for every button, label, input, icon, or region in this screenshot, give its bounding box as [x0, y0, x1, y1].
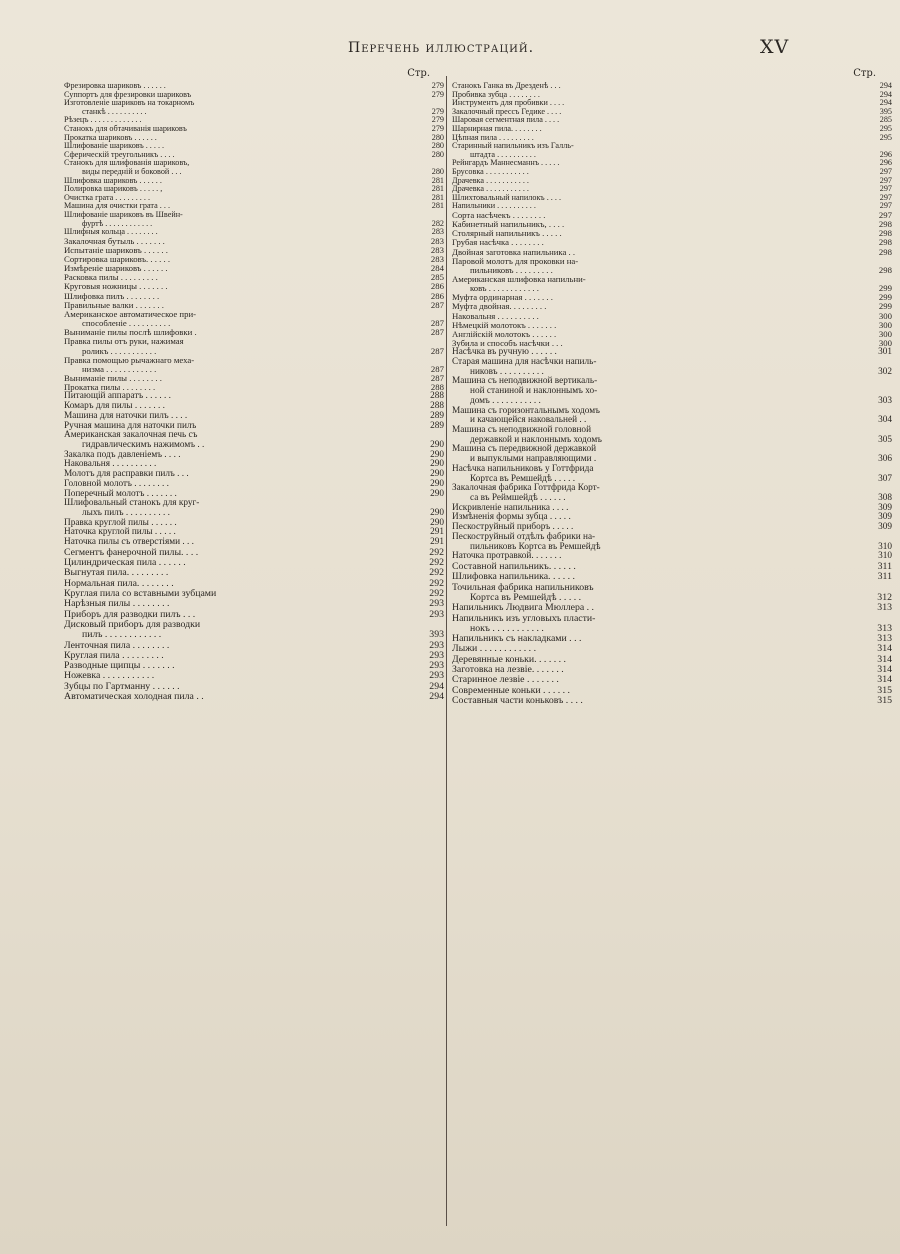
entry-page-number: 294 [879, 81, 892, 90]
entry-text: Напильникъ Людвига Мюллера . . [452, 602, 594, 614]
entry-page-number: 304 [878, 415, 892, 426]
entry-text: Машина для очистки грата . . . [64, 201, 170, 211]
index-entry [452, 275, 892, 293]
entry-text: Англійскій молотокъ . . . . . . [452, 328, 557, 339]
entry-page-number: 281 [431, 175, 444, 185]
entry-title [452, 377, 848, 406]
entry-page-number: 300 [878, 328, 892, 339]
entry-text: Пескоструйный отдѣлъ фабрики на- [452, 531, 596, 542]
entry-page-number: 279 [431, 89, 444, 99]
entry-text: Американская шлифовка напильни- [452, 274, 586, 284]
entry-page-number: 287 [430, 345, 444, 356]
entry-page-number: 283 [431, 227, 444, 237]
entry-title [452, 484, 848, 503]
entry-page-number: 293 [429, 639, 444, 651]
entry-text: Круглая пила со вставными зубцами [64, 588, 217, 600]
entry-title [452, 614, 848, 635]
entry-page-number: 283 [430, 244, 444, 255]
entry-text: Станокъ для обтачиванія шариковъ [64, 123, 187, 133]
entry-page-number: 279 [431, 106, 444, 116]
entry-page-number: 290 [430, 478, 444, 489]
entry-text: Закалочная фабрика Готтфрида Корт- [452, 483, 600, 494]
page-title: Перечень иллюстраций. [348, 40, 535, 56]
entry-text: Шлифовка напильника. . . . . . [452, 571, 575, 583]
entry-text: Муфта ординарная . . . . . . . [452, 292, 553, 303]
entry-continuation: виды передній и боковой . . . [82, 166, 182, 176]
entry-text: Сортировка шариковъ. . . . . . [64, 254, 171, 264]
entry-title [64, 692, 400, 702]
entry-text: Правка круглой пилы . . . . . . [64, 517, 177, 528]
entry-text: Насѣчка въ ручную . . . . . . [452, 347, 557, 358]
entry-title [452, 257, 848, 275]
entry-text: Шаровая сегментная пила . . . . [452, 115, 560, 125]
entry-text: Шлифовка шариковъ . . . . . . [64, 175, 162, 185]
entry-continuation: ковъ . . . . . . . . . . . . [470, 283, 539, 294]
entry-page-number: 311 [877, 571, 892, 583]
entry-page-number: 285 [430, 272, 444, 283]
entry-text: Паровой молотъ для проковки на- [452, 255, 579, 266]
entry-continuation: пильниковъ . . . . . . . . . [470, 264, 553, 275]
entry-text: Полировка шариковъ . . . . . , [64, 184, 163, 194]
entry-page-number: 288 [430, 401, 444, 412]
entry-page-number: 281 [431, 201, 444, 211]
entry-text: Выниманіе пилы послѣ шлифовки . [64, 327, 197, 338]
entry-text: Драчевка . . . . . . . . . . . [452, 175, 529, 185]
entry-text: Напильникъ изъ угловыхъ пласти- [452, 612, 596, 624]
entry-page-number: 287 [430, 373, 444, 384]
entry-page-number: 288 [430, 382, 444, 393]
entry-continuation: Кортса въ Ремшейдѣ . . . . . [470, 591, 582, 603]
entry-page-number: 288 [430, 391, 444, 402]
entry-page-number: 296 [879, 149, 892, 159]
entry-page-number: 279 [431, 81, 444, 90]
entry-page-number: 287 [430, 318, 444, 329]
entry-page-number: 298 [878, 246, 892, 257]
entry-continuation: пилъ . . . . . . . . . . . . [82, 629, 162, 641]
index-entry [452, 614, 892, 635]
entry-page-number: 290 [430, 517, 444, 528]
entry-page-number: 290 [430, 507, 444, 518]
entry-text: Фрезировка шариковъ . . . . . . [64, 81, 166, 90]
entry-text: Наточка пилы съ отверстіями . . . [64, 537, 194, 548]
entry-continuation: низма . . . . . . . . . . . . [82, 363, 157, 374]
entry-text: Прокатка шариковъ . . . . . . [64, 132, 157, 142]
entry-page-number: 298 [878, 264, 892, 275]
entry-continuation: нокъ . . . . . . . . . . . [470, 622, 544, 634]
entry-page-number: 286 [430, 290, 444, 301]
entry-text: Наковальня . . . . . . . . . . [452, 310, 539, 321]
entry-title [64, 211, 400, 228]
entry-title [452, 583, 848, 604]
entry-text: Автоматическая холодная пила . . [64, 691, 204, 702]
entry-text: Брусовка . . . . . . . . . . . [452, 166, 529, 176]
entry-title [64, 356, 400, 374]
entry-title [452, 696, 848, 706]
entry-text: Поперечный молотъ . . . . . . . [64, 488, 177, 499]
entry-page-number: 300 [878, 310, 892, 321]
entry-page-number: 295 [879, 123, 892, 133]
entry-page-number: 292 [429, 577, 444, 589]
entry-page-number: 297 [879, 184, 892, 194]
index-entry [64, 337, 444, 355]
page-column-label: Стр. [407, 68, 430, 79]
entry-page-number: 293 [429, 660, 444, 672]
entry-text: Искривленіе напильника . . . . [452, 502, 569, 513]
entry-text: Составныя части коньковъ . . . . [452, 694, 583, 706]
entry-text: Очистка грата . . . . . . . . . [64, 192, 151, 202]
page-column-label: Стр. [853, 68, 876, 79]
entry-continuation: и выпуклыми направляющими . [470, 454, 597, 465]
entry-text: Закалочный прессъ Гедике . . . . [452, 106, 562, 116]
entry-text: Насѣчка напильниковъ у Готтфрида [452, 463, 594, 474]
entry-text: Шлифовка пилъ . . . . . . . . [64, 290, 160, 301]
entry-page-number: 297 [879, 192, 892, 202]
entry-page-number: 290 [430, 469, 444, 480]
entry-text: Круговыя ножницы . . . . . . . [64, 281, 168, 292]
entry-continuation: способленіе . . . . . . . . . . [82, 318, 171, 329]
entry-page-number: 285 [879, 115, 892, 125]
entry-page-number: 299 [878, 283, 892, 294]
entry-title [452, 407, 848, 426]
entry-continuation: лыхъ пилъ . . . . . . . . . . [82, 507, 170, 518]
entry-continuation: никовъ . . . . . . . . . . [470, 366, 544, 377]
entry-title [452, 445, 848, 464]
entry-text: Станокъ Ганка въ Дрезденѣ . . . [452, 81, 561, 90]
entry-page-number: 395 [879, 106, 892, 116]
entry-text: Американская закалочная печь съ [64, 430, 198, 441]
entry-page-number: 279 [431, 115, 444, 125]
entry-text: Сферическій треугольникъ . . . . [64, 149, 175, 159]
entry-text: Закалочная бутыль . . . . . . . [64, 235, 165, 246]
entry-continuation: штадта . . . . . . . . . . [470, 149, 536, 159]
index-entry [452, 377, 892, 406]
entry-page-number: 294 [429, 691, 444, 702]
entry-page-number: 313 [877, 622, 892, 634]
entry-text: Рѣзецъ . . . . . . . . . . . . . [64, 115, 142, 125]
entry-text: Закалка подъ давленіемъ . . . . [64, 449, 181, 460]
entry-page-number: 280 [431, 132, 444, 142]
entry-continuation: ной станиной и наклоннымъ хо- [470, 386, 598, 397]
index-entry [452, 407, 892, 426]
entry-page-number: 291 [430, 537, 444, 548]
entry-continuation: и качающейся наковальней . . [470, 415, 587, 426]
entry-page-number: 280 [431, 141, 444, 151]
entry-text: Пробивка зубца . . . . . . . . [452, 89, 540, 99]
entry-title [64, 99, 400, 116]
entry-text: Машина для наточки пилъ . . . . [64, 410, 188, 421]
entry-text: Головной молотъ . . . . . . . . [64, 478, 169, 489]
entry-text: Питающій аппаратъ . . . . . . [64, 391, 171, 402]
entry-text: Старинное лезвіе . . . . . . . [452, 674, 559, 686]
entry-page-number: 279 [431, 123, 444, 133]
entry-text: Выгнутая пила. . . . . . . . . [64, 567, 169, 579]
entry-text: Нѣмецкій молотокъ . . . . . . . [452, 319, 557, 330]
index-entry [64, 620, 444, 641]
entry-page-number: 303 [878, 395, 892, 406]
index-entry [452, 583, 892, 604]
entry-text: Ручная машина для наточки пилъ [64, 420, 197, 431]
entry-text: Измѣненія формы зубца . . . . . [452, 512, 571, 523]
entry-title [64, 337, 400, 355]
entry-continuation: Кортса въ Ремшейдѣ . . . . . [470, 473, 576, 484]
entry-text: Станокъ для шлифованія шариковъ, [64, 158, 190, 168]
entry-page-number: 287 [430, 299, 444, 310]
entry-text: Шлифованіе шариковъ . . . . . [64, 141, 165, 151]
entry-text: Дисковый приборъ для разводки [64, 618, 201, 630]
entry-text: Суппортъ для фрезировки шариковъ [64, 89, 192, 99]
entry-page-number: 314 [877, 674, 892, 686]
entry-page-number: 313 [877, 602, 892, 614]
entry-page-number: 296 [879, 158, 892, 168]
entry-text: Ленточная пила . . . . . . . . [64, 639, 170, 651]
entry-page-number: 287 [430, 327, 444, 338]
entry-text: Зубцы по Гартманну . . . . . . [64, 680, 180, 692]
page-header [0, 38, 900, 66]
entry-text: Американское автоматическое при- [64, 308, 197, 319]
entry-text: Лыжи . . . . . . . . . . . . [452, 643, 537, 655]
entry-text: Инструментъ для пробивки . . . . [452, 98, 565, 108]
entry-page-number: 281 [431, 184, 444, 194]
entry-page-number: 287 [430, 363, 444, 374]
entry-text: Кабинетный напильникъ, . . . . [452, 219, 565, 230]
entry-continuation: станкѣ . . . . . . . . . . [82, 106, 147, 116]
entry-page-number: 315 [877, 694, 892, 706]
entry-page-number: 310 [878, 551, 892, 562]
entry-text: Испытаніе шариковъ . . . . . . [64, 244, 168, 255]
entry-page-number: 297 [878, 209, 892, 220]
entry-text: Столярный напильникъ . . . . . [452, 228, 562, 239]
entry-page-number: 294 [879, 89, 892, 99]
index-entry [452, 257, 892, 275]
index-entry [452, 445, 892, 464]
entry-page-number: 298 [878, 228, 892, 239]
index-column-right [452, 68, 892, 1234]
entry-text: Машина съ передвижной державкой [452, 444, 597, 455]
entry-page-number: 284 [430, 263, 444, 274]
index-entry [64, 431, 444, 450]
entry-text: Выниманіе пилы . . . . . . . . [64, 373, 162, 384]
entry-text: Наточка протравкой. . . . . . . [452, 551, 562, 562]
entry-continuation: пильниковъ Кортса въ Ремшейдѣ [470, 541, 601, 552]
entry-text: Нормальная пила. . . . . . . . [64, 577, 174, 589]
index-entry [64, 499, 444, 518]
entry-page-number: 289 [430, 410, 444, 421]
index-entry [64, 692, 444, 702]
entry-page-number: 314 [877, 653, 892, 665]
entry-page-number: 280 [431, 166, 444, 176]
entry-text: Двойная заготовка напильника . . [452, 246, 576, 257]
entry-text: Точильная фабрика напильниковъ [452, 581, 594, 593]
index-entry [452, 426, 892, 445]
entry-text: Сорта насѣчекъ . . . . . . . . [452, 209, 546, 220]
index-entry [452, 533, 892, 552]
entry-text: Грубая насѣчка . . . . . . . . [452, 237, 544, 248]
index-entry [452, 696, 892, 706]
entry-page-number: 290 [430, 459, 444, 470]
entry-text: Правка помощью рычажнаго меха- [64, 354, 195, 365]
entry-page-number: 294 [879, 98, 892, 108]
entry-page-number: 301 [878, 347, 892, 358]
entry-title [64, 431, 400, 450]
entry-continuation: роликъ . . . . . . . . . . . [82, 345, 157, 356]
index-entry [64, 211, 444, 228]
entry-text: Молотъ для расправки пилъ . . . [64, 469, 189, 480]
entry-text: Пескоструйный приборъ . . . . . [452, 522, 574, 533]
entry-page-number: 302 [878, 366, 892, 377]
entry-page-number: 311 [877, 561, 892, 573]
entry-page-number: 310 [878, 541, 892, 552]
entry-page-number: 297 [879, 175, 892, 185]
entry-continuation: домъ . . . . . . . . . . . [470, 395, 541, 406]
entry-page-number: 297 [879, 166, 892, 176]
entry-page-number: 309 [878, 512, 892, 523]
entry-page-number: 292 [429, 588, 444, 600]
entry-text: Приборъ для разводки пилъ . . . [64, 608, 196, 620]
entry-title [452, 426, 848, 445]
entry-text: Старая машина для насѣчки напиль- [452, 356, 597, 367]
entry-title [452, 533, 848, 552]
index-entry [452, 484, 892, 503]
entry-page-number: 300 [878, 338, 892, 349]
entry-page-number: 283 [430, 254, 444, 264]
index-entry [64, 159, 444, 176]
entry-text: Заготовка на лезвіе. . . . . . . [452, 664, 564, 676]
entry-text: Наточка круглой пилы . . . . . [64, 527, 176, 538]
entry-text: Круглая пила . . . . . . . . . [64, 649, 164, 661]
entry-page-number: 308 [878, 493, 892, 504]
entry-text: Старинный напильникъ изъ Галль- [452, 141, 574, 151]
entry-page-number: 281 [431, 192, 444, 202]
entry-text: Драчевка . . . . . . . . . . . [452, 184, 529, 194]
entry-continuation: гидравлическимъ нажимомъ . . [82, 439, 205, 450]
entry-page-number: 297 [879, 201, 892, 211]
entry-page-number: 293 [429, 598, 444, 610]
entry-text: Изготовленіе шариковъ на токарномъ [64, 98, 195, 108]
entry-text: Зубила и способъ насѣчки . . . [452, 338, 563, 349]
entry-page-number: 291 [430, 527, 444, 538]
entry-title [452, 275, 848, 293]
entry-continuation: державкой и наклоннымъ ходомъ [470, 434, 602, 445]
entry-page-number: 309 [878, 522, 892, 533]
index-entry [452, 142, 892, 159]
entry-title [64, 620, 400, 641]
entry-text: Шлифовальный станокъ для круг- [64, 498, 200, 509]
entry-text: Цилиндрическая пила . . . . . . [64, 557, 186, 569]
entry-page-number: 393 [429, 629, 444, 641]
entry-title [452, 465, 848, 484]
entry-title [64, 499, 400, 518]
index-entry [64, 356, 444, 374]
entry-text: Машина съ горизонтальнымъ ходомъ [452, 405, 600, 416]
entry-text: Деревянные коньки. . . . . . . [452, 653, 566, 665]
entry-continuation: фуртѣ . . . . . . . . . . . . [82, 218, 153, 228]
entry-page-number: 309 [878, 502, 892, 513]
index-entry [452, 358, 892, 377]
entry-text: Рейнгардъ Маннесманнъ . . . . . [452, 158, 560, 168]
entry-page-number: 298 [878, 237, 892, 248]
index-entry [452, 465, 892, 484]
entry-text: Ножевка . . . . . . . . . . . [64, 670, 155, 682]
entry-text: Измѣреніе шариковъ . . . . . . [64, 263, 168, 274]
entry-page-number: 292 [429, 567, 444, 579]
entry-text: Муфта двойная. . . . . . . . . [452, 301, 547, 312]
entry-text: Машина съ неподвижной вертикаль- [452, 376, 598, 387]
entry-page-number: 300 [878, 319, 892, 330]
index-entry [64, 99, 444, 116]
entry-page-number: 314 [877, 643, 892, 655]
entry-text: Напильники . . . . . . . . . . [452, 201, 536, 211]
entry-text: Наковальня . . . . . . . . . . [64, 459, 157, 470]
index-entry [64, 310, 444, 328]
entry-continuation: са въ Реймшейдѣ . . . . . . [470, 493, 566, 504]
entry-text: Правильные валки . . . . . . . [64, 299, 164, 310]
column-divider [446, 76, 447, 1226]
entry-text: Шлихтовальный напилокъ . . . . [452, 192, 562, 202]
entry-text: Составной напильникъ. . . . . . [452, 561, 576, 573]
entry-text: Шлифныя кольца . . . . . . . . [64, 227, 158, 237]
entry-page-number: 299 [878, 301, 892, 312]
entry-page-number: 295 [879, 132, 892, 142]
entry-page-number: 289 [430, 420, 444, 431]
entry-text: Правка пилы отъ руки, нажимая [64, 336, 184, 347]
entry-text: Шлифованіе шариковъ въ Швейн- [64, 209, 183, 219]
entry-text: Шарнирная пила. . . . . . . . [452, 123, 542, 133]
entry-page-number: 290 [430, 439, 444, 450]
entry-page-number: 298 [878, 219, 892, 230]
entry-title [452, 358, 848, 377]
entry-text: Напильникъ съ накладками . . . [452, 633, 582, 645]
entry-text: Прокатка пилы . . . . . . . . [64, 382, 156, 393]
entry-text: Нарѣзныя пилы . . . . . . . . [64, 598, 170, 610]
entry-page-number: 290 [430, 488, 444, 499]
entry-title [452, 142, 848, 159]
index-column-left [64, 68, 444, 1234]
entry-page-number: 293 [429, 649, 444, 661]
entry-page-number: 314 [877, 664, 892, 676]
entry-page-number: 290 [430, 449, 444, 460]
entry-page-number: 292 [429, 546, 444, 558]
entry-title [64, 159, 400, 176]
entry-page-number: 280 [431, 149, 444, 159]
entry-text: Расковка пилы . . . . . . . . . [64, 272, 158, 283]
entry-page-number: 283 [430, 235, 444, 246]
entry-page-number: 286 [430, 281, 444, 292]
entry-page-number: 315 [877, 684, 892, 696]
entry-page-number: 312 [877, 591, 892, 603]
entry-page-number: 282 [431, 218, 444, 228]
entry-text: Комаръ для пилы . . . . . . . [64, 401, 165, 412]
page-number: XV [760, 36, 790, 58]
entry-page-number: 293 [429, 608, 444, 620]
entry-page-number: 293 [429, 670, 444, 682]
entry-text: Разводные щипцы . . . . . . . [64, 660, 175, 672]
entry-text: Машина съ неподвижной головной [452, 425, 592, 435]
entry-text: Цѣпная пила . . . . . . . . . [452, 132, 534, 142]
entry-page-number: 292 [429, 557, 444, 569]
entry-page-number: 294 [429, 680, 444, 692]
entry-text: Сегментъ фанерочной пилы. . . . [64, 546, 199, 558]
entry-title [64, 310, 400, 328]
entry-page-number: 313 [877, 633, 892, 645]
entry-page-number: 305 [878, 434, 892, 445]
entry-text: Современные коньки . . . . . . [452, 684, 570, 696]
entry-page-number: 306 [878, 454, 892, 465]
entry-page-number: 307 [878, 473, 892, 484]
entry-page-number: 299 [878, 292, 892, 303]
